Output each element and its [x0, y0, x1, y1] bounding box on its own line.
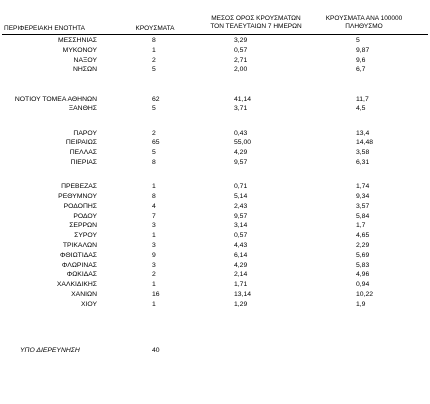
rate-value: 13,4 — [356, 129, 370, 137]
region-name: ΞΑΝΘΗΣ — [68, 105, 97, 113]
header-region: ΠΕΡΙΦΕΡΕΙΑΚΗ ΕΝΟΤΗΤΑ — [4, 25, 85, 32]
header-rate-line2: ΠΛΗΘΥΣΜΟ — [345, 23, 383, 30]
rate-value: 1,74 — [356, 183, 370, 191]
avg-value: 3,14 — [234, 222, 248, 230]
region-name: ΧΙΟΥ — [80, 300, 97, 308]
region-name: ΡΟΔΟΥ — [73, 212, 97, 220]
table-row — [0, 300, 430, 310]
region-name: ΦΘΙΩΤΙΔΑΣ — [60, 251, 97, 259]
rate-value: 9,34 — [356, 193, 370, 200]
region-name: ΣΥΡΟΥ — [74, 232, 97, 240]
rate-value: 5,69 — [356, 251, 370, 259]
region-name: ΦΩΚΙΔΑΣ — [66, 271, 97, 279]
table-row — [0, 56, 430, 66]
avg-value: 9,57 — [234, 159, 248, 166]
cases-value: 65 — [152, 139, 160, 147]
rate-value: 9,87 — [356, 46, 370, 54]
cases-value: 2 — [152, 129, 156, 137]
unresolved-row — [0, 346, 430, 356]
region-name: ΠΙΕΡΙΑΣ — [70, 159, 97, 166]
table-row — [0, 231, 430, 241]
header-divider — [2, 34, 428, 35]
rate-value: 3,57 — [356, 202, 370, 210]
table-row — [0, 212, 430, 222]
header-rate-line1: ΚΡΟΥΣΜΑΤΑ ΑΝΑ 100000 — [325, 15, 403, 22]
header-cases: ΚΡΟΥΣΜΑΤΑ — [135, 25, 175, 32]
region-name: ΧΑΛΚΙΔΙΚΗΣ — [56, 281, 97, 289]
table-row — [0, 261, 430, 271]
region-name: ΡΕΘΥΜΝΟΥ — [58, 193, 97, 200]
cases-value: 9 — [152, 251, 156, 259]
table-row — [0, 290, 430, 300]
avg-value: 4,29 — [234, 261, 248, 269]
region-name: ΝΗΣΩΝ — [72, 66, 97, 74]
avg-value: 41,14 — [234, 95, 252, 103]
region-name: ΠΕΙΡΑΙΩΣ — [65, 139, 97, 147]
cases-value: 1 — [152, 183, 156, 191]
table-row — [0, 65, 430, 75]
avg-value: 0,43 — [234, 129, 248, 137]
avg-value: 2,71 — [234, 56, 248, 64]
table-row — [0, 251, 430, 261]
table-row — [0, 270, 430, 280]
header-avg-line1: ΜΕΣΟΣ ΟΡΟΣ ΚΡΟΥΣΜΑΤΩΝ — [211, 15, 301, 22]
cases-value: 3 — [152, 222, 156, 230]
header-7day-average — [200, 15, 312, 31]
table-row — [0, 129, 430, 139]
avg-value: 6,14 — [234, 251, 248, 259]
cases-value: 3 — [152, 242, 156, 249]
cases-value: 5 — [152, 105, 156, 113]
region-name: ΡΟΔΟΠΗΣ — [63, 202, 97, 210]
cases-value: 16 — [152, 291, 160, 298]
avg-value: 55,00 — [234, 139, 252, 147]
avg-value: 2,00 — [234, 66, 248, 74]
unresolved-cases: 40 — [152, 347, 160, 354]
table-row — [0, 36, 430, 46]
cases-value: 8 — [152, 193, 156, 200]
avg-value: 1,71 — [234, 281, 248, 289]
rate-value: 2,29 — [356, 242, 370, 249]
rate-value: 6,7 — [356, 66, 366, 74]
cases-value: 1 — [152, 46, 156, 54]
rate-value: 0,94 — [356, 281, 370, 289]
rate-value: 4,65 — [356, 232, 370, 240]
region-name: ΣΕΡΡΩΝ — [69, 222, 97, 230]
cases-value: 1 — [152, 300, 156, 308]
table-row — [0, 158, 430, 168]
avg-value: 0,57 — [234, 232, 248, 240]
rate-value: 9,6 — [356, 56, 366, 64]
cases-value: 3 — [152, 261, 156, 269]
avg-value: 13,14 — [234, 291, 252, 298]
region-name: ΦΛΩΡΙΝΑΣ — [61, 261, 97, 269]
cases-value: 7 — [152, 212, 156, 220]
rate-value: 11,7 — [356, 95, 369, 103]
cases-value: 8 — [152, 159, 156, 166]
rate-value: 4,5 — [356, 105, 366, 113]
rate-value: 1,9 — [356, 300, 366, 308]
region-name: ΧΑΝΙΩΝ — [71, 291, 97, 298]
table-row — [0, 148, 430, 158]
cases-value: 1 — [152, 232, 156, 240]
region-name: ΠΡΕΒΕΖΑΣ — [61, 183, 97, 191]
avg-value: 0,57 — [234, 46, 248, 54]
cases-value: 4 — [152, 202, 156, 210]
cases-value: 8 — [152, 37, 156, 44]
table-row — [0, 95, 430, 105]
region-name: ΝΟΤΙΟΥ ΤΟΜΕΑ ΑΘΗΝΩΝ — [14, 95, 97, 103]
cases-value: 62 — [152, 95, 160, 103]
header-cases-per-100k — [316, 15, 412, 31]
table-row — [0, 182, 430, 192]
rate-value: 6,31 — [356, 159, 370, 166]
cases-value: 2 — [152, 56, 156, 64]
cases-value: 5 — [152, 149, 156, 157]
region-name: ΜΕΣΣΗΝΙΑΣ — [57, 37, 97, 44]
table-row — [0, 192, 430, 202]
rate-value: 4,96 — [356, 271, 370, 279]
avg-value: 2,43 — [234, 202, 248, 210]
avg-value: 4,29 — [234, 149, 248, 157]
rate-value: 5 — [356, 37, 360, 44]
region-name: ΤΡΙΚΑΛΩΝ — [62, 242, 97, 249]
avg-value: 1,29 — [234, 300, 248, 308]
rate-value: 5,84 — [356, 212, 370, 220]
table-row — [0, 221, 430, 231]
table-row — [0, 202, 430, 212]
table-row — [0, 241, 430, 251]
table-row — [0, 138, 430, 148]
avg-value: 2,14 — [234, 271, 248, 279]
cases-value: 2 — [152, 271, 156, 279]
rate-value: 1,7 — [356, 222, 366, 230]
cases-value: 1 — [152, 281, 156, 289]
region-name: ΜΥΚΟΝΟΥ — [62, 46, 97, 54]
avg-value: 3,71 — [234, 105, 248, 113]
region-name: ΝΑΞΟΥ — [73, 56, 97, 64]
table-row — [0, 104, 430, 114]
region-name: ΠΑΡΟΥ — [73, 129, 97, 137]
rate-value: 3,58 — [356, 149, 370, 157]
cases-value: 5 — [152, 66, 156, 74]
table-row — [0, 46, 430, 56]
avg-value: 5,14 — [234, 193, 248, 200]
avg-value: 9,57 — [234, 212, 248, 220]
rate-value: 14,48 — [356, 139, 374, 147]
avg-value: 3,29 — [234, 37, 248, 44]
header-avg-line2: ΤΟΝ ΤΕΛΕΥΤΑΙΩΝ 7 ΗΜΕΡΩΝ — [210, 23, 302, 30]
table-row — [0, 280, 430, 290]
avg-value: 0,71 — [234, 183, 248, 191]
avg-value: 4,43 — [234, 242, 248, 249]
region-name: ΠΕΛΛΑΣ — [69, 149, 97, 157]
unresolved-label: ΥΠΟ ΔΙΕΡΕΥΝΗΣΗ — [20, 347, 80, 354]
rate-value: 5,83 — [356, 261, 370, 269]
rate-value: 10,22 — [356, 291, 374, 298]
